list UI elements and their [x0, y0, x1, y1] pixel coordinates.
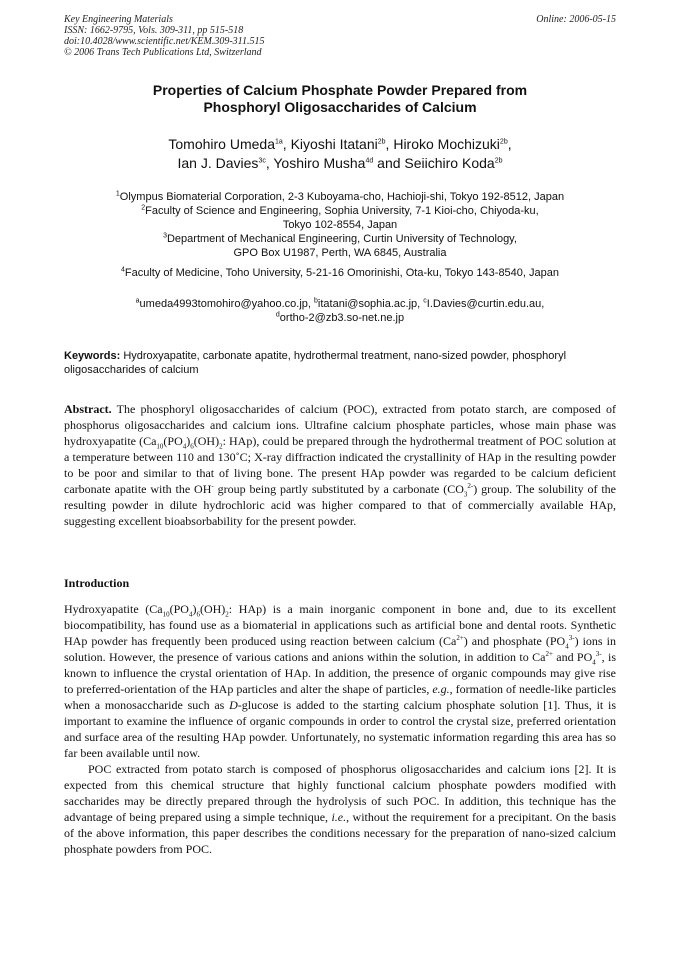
- affil-text: Faculty of Science and Engineering, Sophia University, 7-1 Kioi-cho, Chiyoda-ku,: [145, 205, 539, 217]
- abstract-text: ): [186, 434, 191, 448]
- author-sup: 2b: [499, 138, 508, 146]
- author-list: Tomohiro Umeda$^{1a}$, Kiyoshi Itatani$^{2b}$, Hiroko Mochizuki$^{2b}$, Ian J. Davies$^{3c}$, Yoshiro Musha$^{4d}$ and Seiichiro Koda$^{2b}$: [168, 136, 512, 171]
- abstract-text: group being partly substituted by a carbonate (CO: [213, 482, 464, 496]
- intro-text: , without the requirement for a precipitant. On the basis of the above information, this paper describes the conditions necessary for the preparation of nano-sized calcium phosphate powders from POC.: [64, 810, 616, 856]
- intro-text: Hydroxyapatite (Ca: [64, 602, 163, 616]
- subscript: 3: [463, 490, 468, 499]
- affil-text: Department of Mechanical Engineering, Curtin University of Technology,: [166, 233, 517, 245]
- intro-paragraph-2: [64, 761, 616, 857]
- subscript: 4: [182, 442, 187, 451]
- affil-sup: 3: [163, 232, 167, 240]
- intro-text: , formation of needle-like particles when a monosaccharide such as: [64, 682, 616, 712]
- subscript: 10: [162, 610, 170, 619]
- copyright-line: © 2006 Trans Tech Publications Ltd, Switzerland: [64, 47, 262, 58]
- author-name: Yoshiro Musha: [273, 155, 366, 171]
- author-sup: 2b: [377, 138, 386, 146]
- abstract-text: ) group. The solubility of the resulting powder in dilute hydrochloric acid was higher compared to that of commercially available HAp, suggesting excellent bioabsorbability for the present powder.: [64, 482, 616, 528]
- superscript: -: [211, 482, 214, 490]
- intro-text: ) ions in solution. However, the presence of various cations and anions within the solution, in addition to Ca: [64, 634, 616, 664]
- superscript: 3-: [568, 634, 575, 642]
- intro-text: ) and phosphate (PO: [463, 634, 566, 648]
- email-sup: d: [275, 311, 280, 319]
- abstract-text: (OH): [193, 434, 220, 448]
- author-name: Ian J. Davies: [177, 155, 259, 171]
- intro-italic: i.e.: [331, 810, 347, 824]
- subscript: 4: [592, 658, 596, 667]
- introduction-body: [64, 601, 616, 857]
- author-name: Tomohiro Umeda: [168, 136, 275, 152]
- affiliation-3: [64, 232, 616, 246]
- email-c[interactable]: I.Davies@curtin.edu.au: [426, 298, 542, 310]
- affil-sup: 4: [120, 266, 125, 274]
- intro-text: ): [192, 602, 197, 616]
- affiliation-4: [64, 266, 616, 280]
- superscript: 3-: [595, 650, 602, 658]
- affiliation-2b: Tokyo 102-8554, Japan: [282, 219, 398, 231]
- superscript: 2+: [545, 650, 553, 658]
- keywords: [64, 349, 616, 377]
- affil-text: Olympus Biomaterial Corporation, 2-3 Kuboyama-cho, Hachioji-shi, Tokyo 192-8512, Japan: [119, 191, 565, 203]
- superscript: 2-: [467, 482, 474, 490]
- title-line-2: Phosphoryl Oligosaccharides of Calcium: [203, 99, 477, 115]
- subscript: 2: [219, 442, 223, 451]
- abstract-text: (PO: [163, 434, 183, 448]
- intro-text: -glucose is added to the starting calcium phosphate solution [1]. Thus, it is important to examine the influence of organic compounds in order to control the crystal size, preferred orientation and surface area of the resulting HAp powder. Unfortunately, no systematic information regarding this area has so far been available until now.: [64, 698, 616, 760]
- subscript: 10: [156, 442, 164, 451]
- journal-header: [64, 14, 616, 58]
- author-sup: 1a: [275, 138, 283, 146]
- intro-text: , is known to influence the crystal orientation of HAp. In addition, the presence of organic compounds may give rise to preferred-orientation of the HAp particles and alter the shape of particles,: [64, 650, 616, 696]
- intro-text: (PO: [169, 602, 189, 616]
- affil-sup: 2: [141, 204, 146, 212]
- intro-text: : HAp) is a main inorganic component in bone and, due to its excellent biocompatibility, has found use as a biomaterial in applications such as artificial bone and dental roots. Synthetic HAp powder has frequently been produced using reaction between calcium (Ca: [64, 602, 616, 648]
- author-name: Seiichiro Koda: [404, 155, 495, 171]
- paper-title: [64, 82, 616, 116]
- email-d[interactable]: ortho-2@zb3.so-net.ne.jp: [279, 312, 405, 324]
- email-sup: c: [423, 297, 427, 305]
- intro-text: (OH): [199, 602, 226, 616]
- email-list: $^a$umeda4993tomohiro@yahoo.co.jp, $^b$itatani@sophia.ac.jp, $^c$I.Davies@curtin.edu.au, $^d$ortho-2@zb3.so-net.ne.jp: [135, 297, 545, 324]
- affiliation-2: [64, 204, 616, 218]
- abstract-text: : HAp), could be prepared through the hydrothermal treatment of POC solution at a temperature between 110 and 130˚C; X-ray diffraction indicated the crystallinity of HAp in the resulting powder to be poor and similar to that of living bone. The present HAp powder was regarded to be calcium deficient carbonate apatite with the OH: [64, 434, 616, 496]
- author-name: Kiyoshi Itatani: [290, 136, 378, 152]
- intro-italic: e.g.: [432, 682, 450, 696]
- intro-paragraph-1: [64, 601, 616, 761]
- affiliations: [64, 190, 616, 280]
- title-line-1: Properties of Calcium Phosphate Powder Prepared from: [152, 82, 528, 98]
- email-a[interactable]: umeda4993tomohiro@yahoo.co.jp: [139, 298, 308, 310]
- email-sup: b: [314, 297, 318, 305]
- subscript: 4: [188, 610, 193, 619]
- affil-sup: 1: [115, 190, 120, 198]
- issn-line: ISSN: 1662-9795, Vols. 309-311, pp 515-518: [64, 25, 244, 36]
- section-heading-introduction: Introduction: [64, 576, 130, 590]
- subscript: 6: [196, 610, 200, 619]
- journal-name: Key Engineering Materials: [64, 14, 173, 25]
- doi-line: doi:10.4028/www.scientific.net/KEM.309-311.515: [64, 36, 265, 47]
- author-name: Hiroko Mochizuki: [393, 136, 500, 152]
- online-date: Online: 2006-05-15: [536, 14, 616, 25]
- affiliation-1: [64, 190, 616, 204]
- keywords-label: Keywords:: [64, 350, 121, 362]
- author-sup: 2b: [494, 157, 503, 165]
- email-sup: a: [135, 297, 140, 305]
- email-b[interactable]: itatani@sophia.ac.jp: [317, 298, 418, 310]
- intro-italic: D: [229, 698, 238, 712]
- abstract-text: The phosphoryl oligosaccharides of calcium (POC), extracted from potato starch, are composed of phosphorus oligosaccharides and calcium ions. Ultrafine calcium phosphate particles, whose main phase was hydroxyapatite (Ca: [64, 402, 616, 448]
- author-sup: 4d: [365, 157, 374, 165]
- subscript: 4: [565, 642, 569, 651]
- subscript: 6: [190, 442, 194, 451]
- affiliation-3b: GPO Box U1987, Perth, WA 6845, Australia: [233, 247, 447, 259]
- author-sup: 3c: [258, 157, 266, 165]
- affil-text: Faculty of Medicine, Toho University, 5-21-16 Omorinishi, Ota-ku, Tokyo 143-8540, Japan: [124, 267, 559, 279]
- superscript: 2+: [456, 634, 464, 642]
- intro-text: POC extracted from potato starch is composed of phosphorus oligosaccharides and calcium ions [2]. It is expected from this chemical structure that highly functional calcium phosphate powders modified with saccharides may be directly prepared through the hydrolysis of such POC. In addition, this technique has the advantage of being prepared using a simple technique,: [64, 762, 616, 824]
- abstract-label: Abstract.: [64, 402, 112, 416]
- intro-text: and PO: [552, 650, 593, 664]
- abstract: [64, 401, 616, 529]
- subscript: 2: [225, 610, 229, 619]
- keywords-text: Hydroxyapatite, carbonate apatite, hydrothermal treatment, nano-sized powder, phosphoryl oligosaccharides of calcium: [64, 350, 567, 376]
